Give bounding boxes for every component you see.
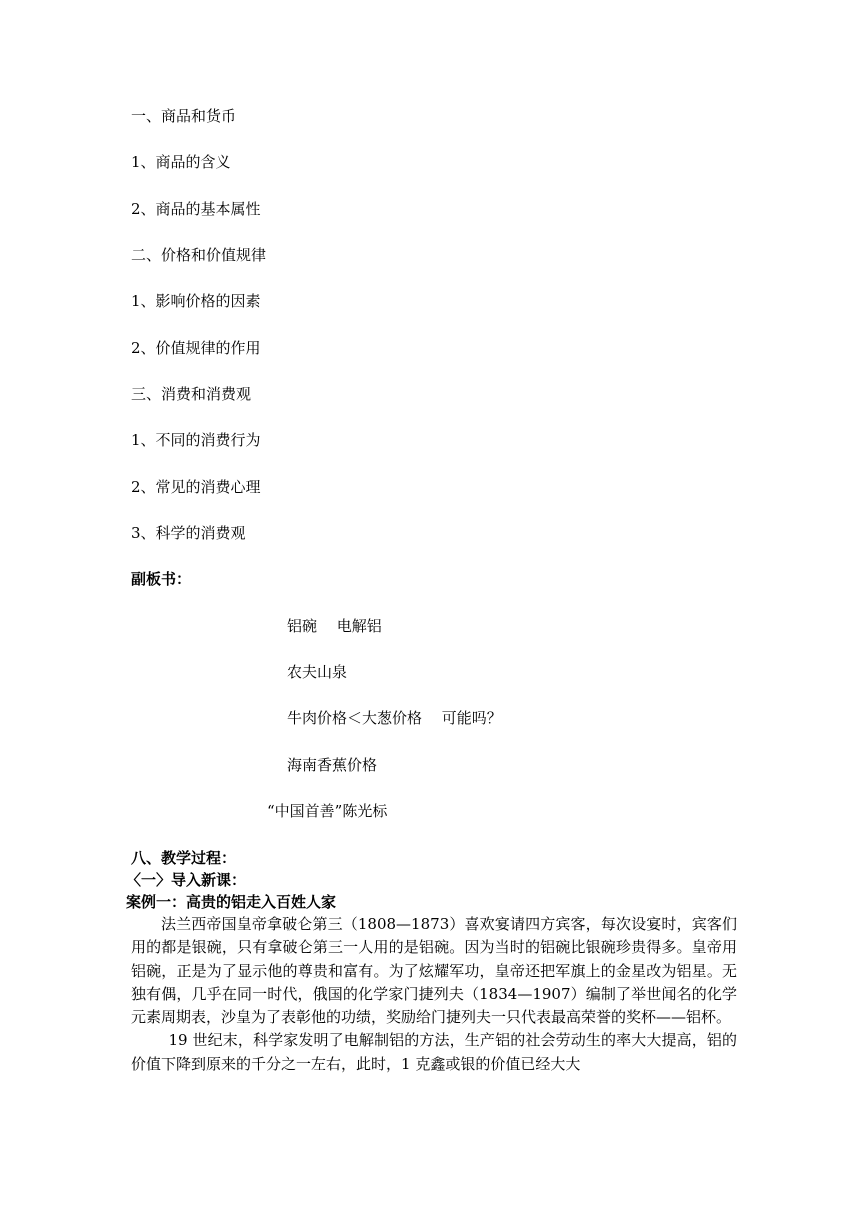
outline-item: 1、商品的含义 <box>131 153 231 171</box>
outline-item: 3、科学的消费观 <box>131 524 246 542</box>
outline-item: 2、常见的消费心理 <box>131 478 261 496</box>
sub-board-item: 铝碗 电解铝 <box>287 617 382 635</box>
case-title: 案例一：高贵的铝走入百姓人家 <box>126 893 337 911</box>
outline-item: 二、价格和价值规律 <box>131 246 267 264</box>
case-body <box>131 913 737 1076</box>
sub-board-item: “中国首善”陈光标 <box>267 802 388 820</box>
outline-item: 2、价值规律的作用 <box>131 339 261 357</box>
case-paragraph: 法兰西帝国皇帝拿破仑第三（1808—1873）喜欢宴请四方宾客，每次设宴时，宾客们用的都是银碗，只有拿破仑第三一人用的是铝碗。因为当时的铝碗比银碗珍贵得多。皇帝用铝碗，正是为了显示他的尊贵和富有。为了炫耀军功，皇帝还把军旗上的金星改为铝星。无独有偶，几乎在同一时代，俄国的化学家门捷列夫（1834—1907）编制了举世闻名的化学元素周期表，沙皇为了表彰他的功绩，奖励给门捷列夫一只代表最高荣誉的奖杯——铝杯。 <box>131 915 737 1027</box>
sub-board-item: 海南香蕉价格 <box>287 756 378 774</box>
process-heading: 八、教学过程： <box>131 849 237 867</box>
outline-item: 2、商品的基本属性 <box>131 200 261 218</box>
outline-item: 1、不同的消费行为 <box>131 431 261 449</box>
case-paragraph: 19 世纪末，科学家发明了电解制铝的方法，生产铝的社会劳动生的率大大提高，铝的价值下降到原来的千分之一左右，此时，1 克鑫或银的价值已经大大 <box>131 1031 737 1073</box>
sub-board-heading: 副板书： <box>131 570 192 588</box>
outline-item: 三、消费和消费观 <box>131 385 252 403</box>
sub-board-item: 牛肉价格＜大葱价格 可能吗？ <box>287 709 502 727</box>
process-subheading: 〈一〉导入新课： <box>126 871 247 889</box>
outline-item: 一、商品和货币 <box>131 107 237 125</box>
outline-item: 1、影响价格的因素 <box>131 292 261 310</box>
sub-board-item: 农夫山泉 <box>287 663 348 681</box>
